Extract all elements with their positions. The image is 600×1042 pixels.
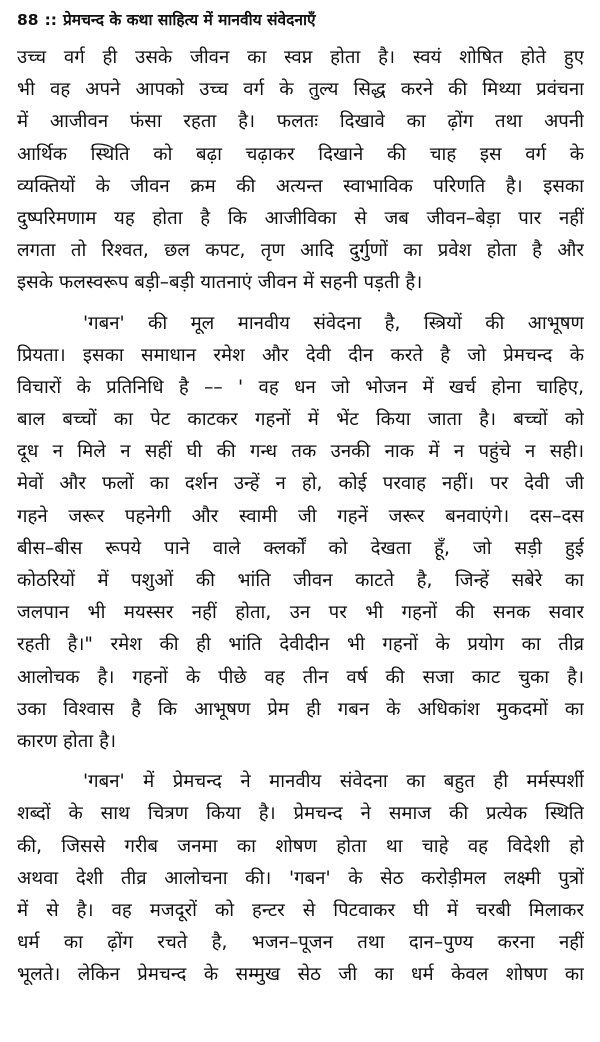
text-line: प्रियता। इसका समाधान रमेश और देवी दीन करते है जो प्रेमचन्द के [17,344,584,366]
paragraph-gap [17,758,584,766]
text-line: उका विश्वास है कि आभूषण प्रेम ही गबन के अधिकांश मुकदमों का [17,698,584,720]
text-line: दूध न मिले न सहीं घी की गन्ध तक उनकी नाक में न पहुंचे न सही। [17,441,584,463]
paragraph-1 [17,42,584,300]
text-line: लगता तो रिश्वत, छल कपट, तृण आदि दुर्गुणों का प्रवेश होता है और [17,240,584,262]
text-line: उच्च वर्ग ही उसके जीवन का स्वप्न होता है। स्वयं शोषित होते हुए [17,47,584,68]
text-line: में आजीवन फंसा रहता है। फलतः दिखावे का ढ़ोंग तथा अपनी [17,111,584,133]
text-line: धर्म का ढ़ोंग रचते है, भजन–पूजन तथा दान–पुण्य करना नहीं [17,932,584,954]
text-line: विचारों के प्रतिनिधि है –– ' वह धन जो भोजन में खर्च होना चाहिए, [17,376,584,398]
running-header [17,8,584,42]
text-line: रहती है।" रमेश की ही भांति देवीदीन भी गहनों के प्रयोग का तीव्र [17,634,584,656]
paragraph-3 [17,766,584,991]
text-line: भूलते। लेकिन प्रेमचन्द के सम्मुख सेठ जी का धर्म केवल शोषण का [17,964,584,986]
book-title: प्रेमचन्द के कथा साहित्य में मानवीय संवेदनाएँ [62,11,316,29]
paragraph-2 [17,308,584,759]
text-line: दुष्परिमणाम यह होता है कि आजीविका से जब जीवन–बेड़ा पार नहीं [17,207,584,229]
text-line: बाल बच्चों का पेट काटकर गहनों में भेंट किया जाता है। बच्चों को [17,409,584,431]
text-line: 'गबन' की मूल मानवीय संवेदना है, स्त्रियों की आभूषण [83,312,584,334]
text-line: की, जिससे गरीब जनमा का शोषण होता था चाहे वह विदेशी हो [17,835,584,857]
text-line: 'गबन' में प्रेमचन्द ने मानवीय संवेदना का बहुत ही मर्मस्पर्शी [83,771,584,793]
paragraph-gap [17,300,584,308]
text-line: जलपान भी मयस्सर नहीं होता, उन पर भी गहनों की सनक सवार [17,602,584,624]
text-line: कोठरियों में पशुओं की भांति जीवन काटते है, जिन्हें सबेरे का [17,570,584,591]
page-number: 88 [17,11,39,29]
text-line: कारण होता है। [17,730,116,752]
text-line: अथवा देशी तीव्र आलोचना की। 'गबन' के सेठ करोड़ीमल लक्ष्मी पुत्रों [17,867,584,889]
text-line: व्यक्तियों के जीवन क्रम की अत्यन्त स्वाभाविक परिणति है। इसका [17,175,584,197]
text-line: शब्दों के साथ चित्रण किया है। प्रेमचन्द ने समाज की प्रत्येक स्थिति [17,803,584,825]
text-line: गहने जरूर पहनेगी और स्वामी जी गहनें जरूर बनवाएंगे। दस–दस [17,505,584,527]
text-line: आर्थिक स्थिति को बढ़ा चढ़ाकर दिखाने की चाह इस वर्ग के [17,143,584,165]
text-line: इसके फलस्वरूप बड़ी–बड़ी यातनाएं जीवन में सहनी पड़ती है। [17,272,423,294]
header-separator: :: [44,11,57,29]
text-line: आलोचक है। गहनों के पीछे वह तीन वर्ष की सजा काट चुका है। [17,666,584,688]
text-line: भी वह अपने आपको उच्च वर्ग के तुल्य सिद्ध करने की मिथ्या प्रवंचना [17,79,584,101]
text-line: में से है। वह मजदूरों को हन्टर से पिटवाकर घी में चरबी मिलाकर [17,899,584,921]
text-line: बीस–बीस रूपये पाने वाले क्लर्कों को देखता हूँ, जो सड़ी हुई [17,537,584,559]
text-line: मेवों और फलों का दर्शन उन्हें न हो, कोई परवाह नहीं। पर देवी जी [17,473,584,495]
